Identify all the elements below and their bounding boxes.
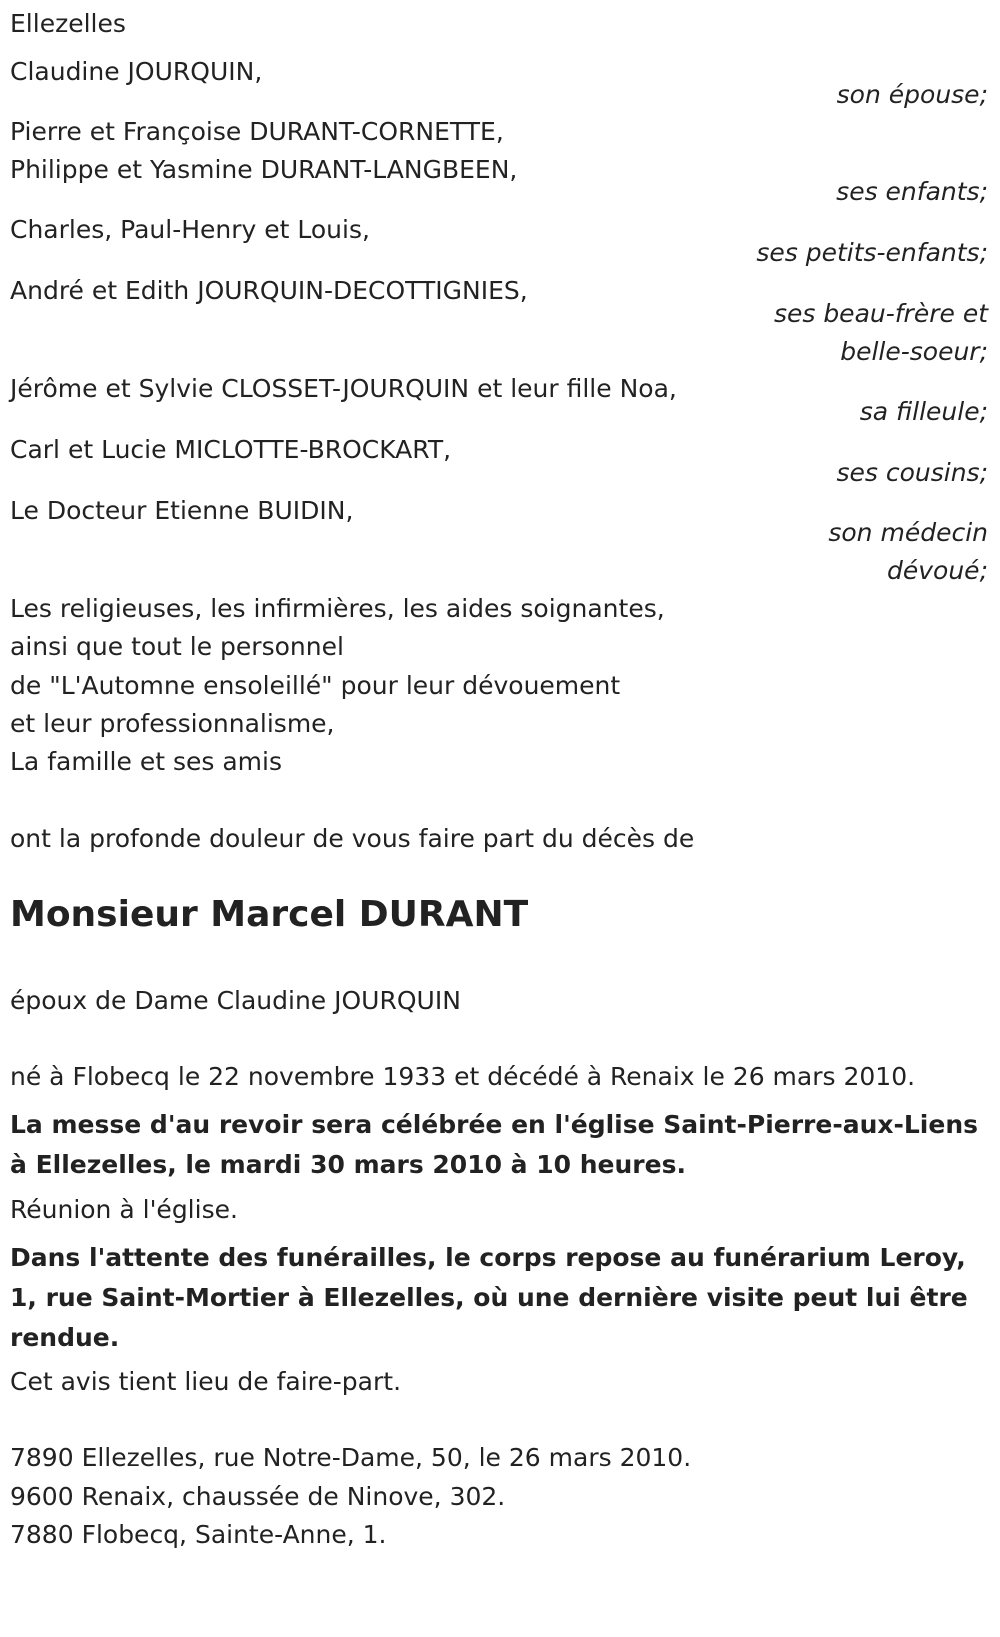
family-relation: sa filleule; (859, 397, 988, 426)
address-line: 7890 Ellezelles, rue Notre-Dame, 50, le 26 mars 2010. (10, 1443, 692, 1472)
family-name: Jérôme et Sylvie CLOSSET-JOURQUIN et leur fille Noa, (10, 374, 677, 403)
family-relation: dévoué; (887, 556, 988, 585)
deceased-name: Monsieur Marcel DURANT (10, 894, 529, 935)
family-name: Philippe et Yasmine DURANT-LANGBEEN, (10, 155, 518, 184)
family-relation: son épouse; (836, 80, 988, 109)
funerarium-info: Dans l'attente des funérailles, le corps repose au funérarium Leroy, 1, rue Saint-Mortier à Ellezelles, où une dernière visite peut lui être rendue. (10, 1243, 968, 1352)
family-name: Charles, Paul-Henry et Louis, (10, 215, 370, 244)
mass-info: La messe d'au revoir sera célébrée en l'église Saint-Pierre-aux-Liens à Ellezelles, le mardi 30 mars 2010 à 10 heures. (10, 1110, 979, 1179)
staff-line: Les religieuses, les infirmières, les aides soignantes, (10, 594, 665, 623)
address-line: 7880 Flobecq, Sainte-Anne, 1. (10, 1520, 387, 1549)
family-relation: ses beau-frère et (773, 299, 988, 328)
family-name: Carl et Lucie MICLOTTE-BROCKART, (10, 435, 452, 464)
family-name: Pierre et Françoise DURANT-CORNETTE, (10, 117, 504, 146)
family-name: André et Edith JOURQUIN-DECOTTIGNIES, (10, 276, 528, 305)
family-relation: belle-soeur; (840, 337, 988, 366)
address-line: 9600 Renaix, chaussée de Ninove, 302. (10, 1482, 506, 1511)
family-relation: ses cousins; (836, 458, 988, 487)
birth-death-line: né à Flobecq le 22 novembre 1933 et décédé à Renaix le 26 mars 2010. (10, 1062, 916, 1091)
staff-line: et leur professionnalisme, (10, 709, 335, 738)
staff-line: La famille et ses amis (10, 747, 282, 776)
family-name: Le Docteur Etienne BUIDIN, (10, 496, 354, 525)
family-name: Claudine JOURQUIN, (10, 57, 263, 86)
place-heading: Ellezelles (10, 9, 126, 38)
family-relation: son médecin (828, 518, 988, 547)
family-relation: ses petits-enfants; (756, 238, 988, 267)
staff-line: ainsi que tout le personnel (10, 632, 344, 661)
meeting-info: Réunion à l'église. (10, 1195, 238, 1224)
spouse-line: époux de Dame Claudine JOURQUIN (10, 986, 461, 1015)
notice-line: Cet avis tient lieu de faire-part. (10, 1367, 402, 1396)
staff-line: de "L'Automne ensoleillé" pour leur dévouement (10, 671, 621, 700)
family-relation: ses enfants; (836, 177, 988, 206)
announcement: ont la profonde douleur de vous faire part du décès de (10, 824, 695, 853)
